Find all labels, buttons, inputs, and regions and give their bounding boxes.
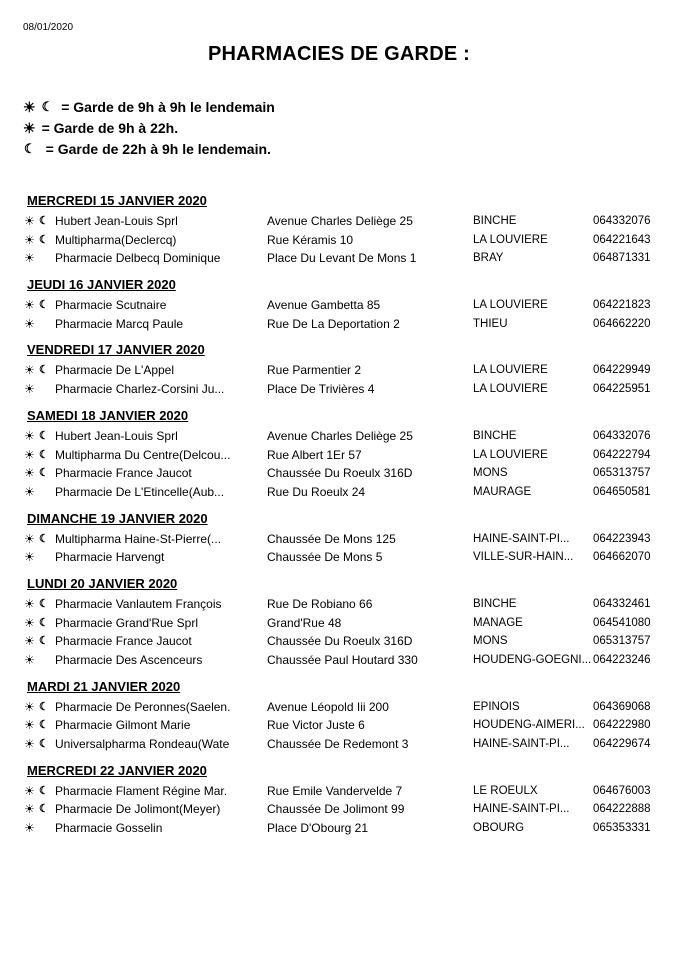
- day-heading: MARDI 21 JANVIER 2020: [27, 678, 181, 694]
- pharmacy-name: Multipharma Du Centre(Delcou...: [55, 447, 231, 462]
- pharmacy-phone: 064662220: [593, 317, 651, 330]
- pharmacy-address: Chaussée De Jolimont 99: [267, 802, 405, 817]
- pharmacy-phone: 065353331: [593, 822, 651, 835]
- pharmacy-name: Pharmacie Gosselin: [55, 821, 163, 836]
- pharmacy-city: EPINOIS: [473, 700, 520, 713]
- sun-icon: ☀: [24, 382, 35, 397]
- pharmacy-row: [0, 530, 678, 549]
- moon-icon: ☾: [39, 448, 49, 461]
- sun-icon: ☀: [24, 363, 35, 378]
- pharmacy-name: Pharmacie De Peronnes(Saelen.: [55, 699, 231, 714]
- pharmacy-city: HOUDENG-GOEGNI...: [473, 654, 591, 666]
- pharmacy-name: Multipharma Haine-St-Pierre(...: [55, 531, 222, 546]
- moon-icon: ☾: [39, 738, 49, 751]
- pharmacy-address: Chaussée Paul Houtard 330: [267, 653, 418, 667]
- pharmacy-address: Rue De Robiano 66: [267, 596, 373, 611]
- pharmacy-city: MANAGE: [473, 616, 523, 629]
- pharmacy-city: LA LOUVIERE: [473, 448, 548, 461]
- pharmacy-row: [0, 231, 678, 250]
- pharmacy-city: VILLE-SUR-HAIN...: [473, 551, 574, 564]
- pharmacy-phone: 064662070: [593, 551, 651, 564]
- moon-icon: ☾: [39, 597, 49, 610]
- moon-icon: ☾: [39, 700, 49, 713]
- pharmacy-phone: 064541080: [593, 616, 651, 629]
- pharmacy-city: BINCHE: [473, 215, 517, 227]
- pharmacy-phone: 064676003: [593, 784, 651, 797]
- sun-icon: ☀: [24, 699, 35, 714]
- legend-text: = Garde de 9h à 22h.: [41, 119, 179, 136]
- pharmacy-phone: 064229674: [593, 738, 651, 751]
- pharmacy-address: Place D'Obourg 21: [267, 821, 369, 836]
- pharmacy-city: LE ROEULX: [473, 784, 538, 797]
- sun-icon: ☀: [24, 737, 35, 752]
- pharmacy-row: [0, 819, 678, 838]
- day-heading: LUNDI 20 JANVIER 2020: [27, 575, 178, 591]
- pharmacy-name: Pharmacie France Jaucot: [55, 466, 192, 481]
- sun-icon: ☀: [23, 98, 36, 115]
- pharmacy-row: [0, 427, 678, 446]
- pharmacy-name: Pharmacie Gilmont Marie: [55, 718, 191, 733]
- pharmacy-row: [0, 595, 678, 614]
- sun-icon: ☀: [24, 484, 35, 499]
- pharmacy-city: BINCHE: [473, 597, 517, 610]
- moon-icon: ☾: [39, 233, 49, 246]
- section-gap: [0, 838, 678, 844]
- pharmacy-city: BRAY: [473, 252, 504, 265]
- pharmacy-address: Avenue Charles Deliège 25: [267, 428, 413, 443]
- pharmacy-row: [0, 698, 678, 717]
- pharmacy-name: Pharmacie Harvengt: [55, 550, 165, 565]
- sun-icon: ☀: [24, 251, 35, 266]
- pharmacy-phone: 064871331: [593, 252, 651, 265]
- sun-icon: ☀: [24, 821, 35, 836]
- legend-line-day: [23, 117, 275, 138]
- pharmacy-name: Hubert Jean-Louis Sprl: [55, 428, 178, 443]
- day-heading: JEUDI 16 JANVIER 2020: [27, 277, 176, 293]
- pharmacy-phone: 064221823: [593, 299, 651, 312]
- pharmacy-row: [0, 296, 678, 315]
- moon-icon: ☾: [39, 299, 49, 312]
- day-section: [0, 190, 678, 274]
- pharmacy-address: Place Du Levant De Mons 1: [267, 251, 417, 266]
- pharmacy-name: Universalpharma Rondeau(Wate: [55, 737, 230, 752]
- sun-icon: ☀: [24, 214, 35, 228]
- sun-icon: ☀: [24, 316, 35, 331]
- pharmacy-address: Place De Trivières 4: [267, 382, 375, 397]
- pharmacy-row: [0, 446, 678, 465]
- pharmacy-address: Chaussée De Redemont 3: [267, 737, 409, 752]
- pharmacy-address: Rue Emile Vandervelde 7: [267, 783, 403, 798]
- pharmacy-phone: 064222980: [593, 719, 651, 732]
- pharmacy-name: Hubert Jean-Louis Sprl: [55, 214, 178, 228]
- sun-icon: ☀: [24, 447, 35, 462]
- pharmacy-phone: 064332076: [593, 429, 651, 442]
- day-section: [0, 676, 678, 760]
- pharmacy-city: MAURAGE: [473, 485, 532, 498]
- pharmacy-name: Pharmacie De Jolimont(Meyer): [55, 802, 221, 817]
- pharmacy-phone: 064221643: [593, 233, 651, 246]
- pharmacy-row: [0, 800, 678, 819]
- pharmacy-city: HAINE-SAINT-PI...: [473, 803, 570, 816]
- pharmacy-row: [0, 249, 678, 268]
- day-heading: SAMEDI 18 JANVIER 2020: [27, 407, 189, 423]
- moon-icon: ☾: [39, 616, 49, 629]
- pharmacy-phone: 065313757: [593, 635, 651, 648]
- pharmacy-address: Avenue Léopold Iii 200: [267, 699, 389, 714]
- day-section: [0, 573, 678, 676]
- pharmacy-row: [0, 614, 678, 633]
- day-section: [0, 405, 678, 508]
- moon-icon: ☾: [41, 99, 54, 114]
- pharmacy-address: Chaussée De Mons 5: [267, 550, 383, 565]
- legend: [23, 96, 275, 159]
- pharmacy-name: Pharmacie Grand'Rue Sprl: [55, 615, 199, 630]
- pharmacy-row: [0, 361, 678, 380]
- pharmacy-row: [0, 651, 678, 670]
- day-heading: MERCREDI 22 JANVIER 2020: [27, 762, 207, 778]
- moon-icon: ☾: [39, 719, 49, 732]
- moon-icon: ☾: [24, 141, 36, 156]
- legend-text: = Garde de 9h à 9h le lendemain: [61, 98, 275, 115]
- pharmacy-city: LA LOUVIERE: [473, 364, 548, 377]
- pharmacy-row: [0, 716, 678, 735]
- pharmacy-phone: 064222794: [593, 448, 651, 461]
- day-heading: VENDREDI 17 JANVIER 2020: [27, 342, 205, 358]
- pharmacy-name: Pharmacie Des Ascenceurs: [55, 653, 203, 667]
- sun-icon: ☀: [24, 550, 35, 565]
- sun-icon: ☀: [24, 466, 35, 481]
- sun-icon: ☀: [24, 783, 35, 798]
- sun-icon: ☀: [24, 531, 35, 546]
- pharmacy-row: [0, 548, 678, 567]
- sun-icon: ☀: [24, 802, 35, 817]
- pharmacy-address: Avenue Gambetta 85: [267, 298, 381, 313]
- pharmacy-row: [0, 212, 678, 231]
- pharmacy-phone: 064332461: [593, 597, 651, 610]
- pharmacy-address: Chaussée Du Roeulx 316D: [267, 466, 413, 481]
- day-section: [0, 508, 678, 573]
- sun-icon: ☀: [24, 232, 35, 247]
- pharmacy-city: OBOURG: [473, 822, 525, 835]
- pharmacy-city: LA LOUVIERE: [473, 383, 548, 396]
- moon-icon: ☾: [39, 784, 49, 797]
- moon-icon: ☾: [39, 635, 49, 648]
- pharmacy-phone: 064229949: [593, 364, 651, 377]
- pharmacy-city: HAINE-SAINT-PI...: [473, 738, 570, 751]
- pharmacy-row: [0, 782, 678, 801]
- moon-icon: ☾: [39, 215, 49, 227]
- pharmacy-address: Rue Du Roeulx 24: [267, 484, 366, 499]
- sun-icon: ☀: [24, 653, 35, 667]
- day-section: [0, 339, 678, 404]
- pharmacy-name: Pharmacie France Jaucot: [55, 634, 192, 649]
- pharmacy-name: Pharmacie De L'Appel: [55, 363, 175, 378]
- sun-icon: ☀: [24, 298, 35, 313]
- pharmacy-phone: 064223943: [593, 532, 651, 545]
- pharmacy-phone: 064225951: [593, 383, 651, 396]
- pharmacy-city: LA LOUVIERE: [473, 299, 548, 312]
- pharmacy-phone: 064223246: [593, 654, 651, 666]
- pharmacy-address: Rue Victor Juste 6: [267, 718, 365, 733]
- pharmacy-row: [0, 483, 678, 502]
- pharmacy-name: Multipharma(Declercq): [55, 232, 177, 247]
- pharmacy-name: Pharmacie Delbecq Dominique: [55, 251, 221, 266]
- moon-icon: ☾: [39, 429, 49, 442]
- pharmacy-name: Pharmacie Marcq Paule: [55, 316, 184, 331]
- pharmacy-phone: 065313757: [593, 467, 651, 480]
- moon-icon: ☾: [39, 803, 49, 816]
- pharmacy-address: Chaussée De Mons 125: [267, 531, 396, 546]
- sun-icon: ☀: [24, 615, 35, 630]
- pharmacy-row: [0, 735, 678, 754]
- pharmacy-city: THIEU: [473, 317, 508, 330]
- pharmacy-name: Pharmacie Scutnaire: [55, 298, 167, 313]
- pharmacy-city: LA LOUVIERE: [473, 233, 548, 246]
- pharmacy-phone: 064369068: [593, 700, 651, 713]
- moon-icon: ☾: [39, 364, 49, 377]
- pharmacy-address: Rue Albert 1Er 57: [267, 447, 362, 462]
- pharmacy-name: Pharmacie Flament Régine Mar.: [55, 783, 228, 798]
- pharmacy-name: Pharmacie De L'Etincelle(Aub...: [55, 484, 225, 499]
- pharmacy-city: MONS: [473, 467, 508, 480]
- sun-icon: ☀: [24, 634, 35, 649]
- pharmacy-address: Avenue Charles Deliège 25: [267, 214, 413, 228]
- pharmacy-address: Chaussée Du Roeulx 316D: [267, 634, 413, 649]
- day-heading: DIMANCHE 19 JANVIER 2020: [27, 510, 208, 526]
- sun-icon: ☀: [23, 119, 36, 136]
- pharmacy-phone: 064222888: [593, 803, 651, 816]
- sun-icon: ☀: [24, 428, 35, 443]
- pharmacy-city: BINCHE: [473, 429, 517, 442]
- legend-line-day-night: [23, 96, 275, 117]
- pharmacy-row: [0, 380, 678, 399]
- pharmacy-name: Pharmacie Charlez-Corsini Ju...: [55, 382, 225, 397]
- moon-icon: ☾: [39, 532, 49, 545]
- duty-schedule: [0, 190, 678, 844]
- pharmacy-city: HOUDENG-AIMERI...: [473, 719, 585, 732]
- document-date: 08/01/2020: [23, 22, 74, 33]
- pharmacy-phone: 064650581: [593, 485, 651, 498]
- pharmacy-address: Rue Parmentier 2: [267, 363, 362, 378]
- day-section: [0, 274, 678, 339]
- pharmacy-address: Rue De La Deportation 2: [267, 316, 400, 331]
- pharmacy-city: MONS: [473, 635, 508, 648]
- pharmacy-address: Grand'Rue 48: [267, 615, 342, 630]
- pharmacy-phone: 064332076: [593, 215, 651, 227]
- day-heading: MERCREDI 15 JANVIER 2020: [27, 193, 207, 208]
- pharmacy-city: HAINE-SAINT-PI...: [473, 532, 570, 545]
- legend-line-night: [23, 138, 275, 159]
- legend-text: = Garde de 22h à 9h le lendemain.: [45, 140, 271, 157]
- sun-icon: ☀: [24, 596, 35, 611]
- sun-icon: ☀: [24, 718, 35, 733]
- pharmacy-row: [0, 464, 678, 483]
- pharmacy-address: Rue Kéramis 10: [267, 232, 354, 247]
- pharmacy-row: [0, 632, 678, 651]
- pharmacy-row: [0, 315, 678, 334]
- day-section: [0, 760, 678, 844]
- page-title: PHARMACIES DE GARDE :: [208, 43, 470, 65]
- moon-icon: ☾: [39, 467, 49, 480]
- pharmacy-name: Pharmacie Vanlautem François: [55, 596, 222, 611]
